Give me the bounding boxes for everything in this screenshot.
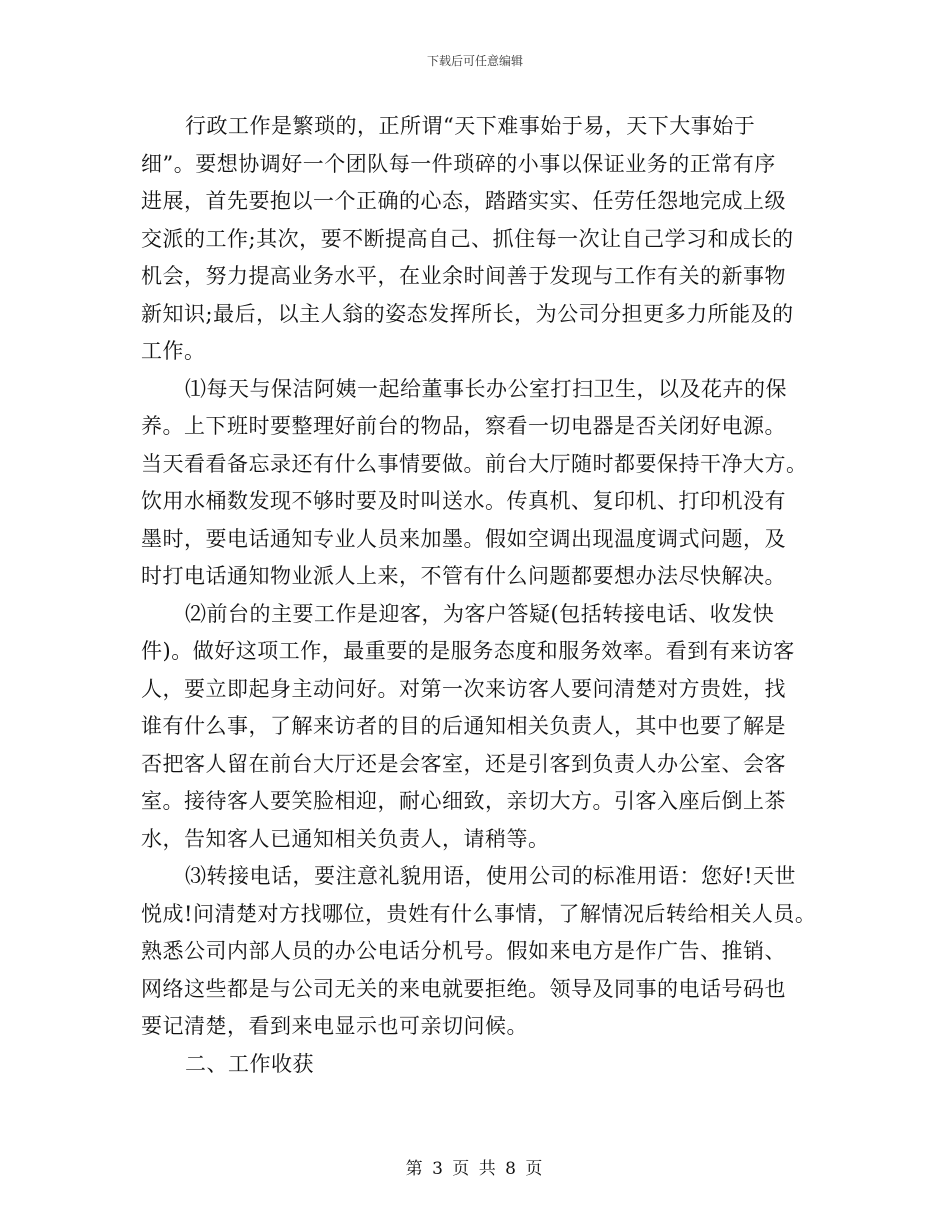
paragraph-line: 饮用水桶数发现不够时要及时叫送水。传真机、复印机、打印机没有 [141,489,786,513]
paragraph-line: 机会，努力提高业务水平，在业余时间善于发现与工作有关的新事物 [141,264,786,288]
paragraph-line: 交派的工作;其次，要不断提高自己、抓住每一次让自己学习和成长的 [141,226,794,251]
paragraph-line: 时打电话通知物业派人上来，不管有什么问题都要想办法尽快解决。 [141,564,786,588]
document-body [141,108,816,1083]
section-heading: 二、工作收获 [185,1051,314,1076]
paragraph-line: 悦成!问清楚对方找哪位，贵姓有什么事情，了解情况后转给相关人员。 [141,901,817,926]
paragraph-line: 室。接待客人要笑脸相迎，耐心细致，亲切大方。引客入座后倒上茶 [141,789,786,813]
paragraph-line: 否把客人留在前台大厅还是会客室，还是引客到负责人办公室、会客 [141,751,786,776]
paragraph-line: 工作。 [141,339,206,363]
paragraph-line: 新知识;最后，以主人翁的姿态发挥所长，为公司分担更多力所能及的 [141,301,794,326]
paragraph-line: ⑴每天与保洁阿姨一起给董事长办公室打扫卫生，以及花卉的保 [185,376,787,401]
paragraph-line: 谁有什么事，了解来访者的目的后通知相关负责人，其中也要了解是 [141,714,786,738]
paragraph-line: 要记清楚，看到来电显示也可亲切问候。 [141,1014,528,1038]
paragraph-line: 网络这些都是与公司无关的来电就要拒绝。领导及同事的电话号码也 [141,976,786,1001]
paragraph-line: ⑶转接电话，要注意礼貌用语，使用公司的标准用语：您好!天世 [185,864,796,888]
paragraph-line: 人，要立即起身主动问好。对第一次来访客人要问清楚对方贵姓，找 [141,676,786,701]
paragraph-line: 养。上下班时要整理好前台的物品，察看一切电器是否关闭好电源。 [141,414,786,438]
paragraph-line: 水，告知客人已通知相关负责人，请稍等。 [141,826,550,851]
paragraph-line: 当天看看备忘录还有什么事情要做。前台大厅随时都要保持干净大方。 [141,451,808,476]
paragraph-line: 细”。要想协调好一个团队每一件琐碎的小事以保证业务的正常有序 [141,151,776,176]
paragraph-line: 墨时，要电话通知专业人员来加墨。假如空调出现温度调式问题，及 [141,526,786,551]
paragraph-line: 进展，首先要抱以一个正确的心态，踏踏实实、任劳任怨地完成上级 [141,189,786,213]
page-footer: 第 3 页 共 8 页 [405,1159,545,1179]
paragraph-line: 熟悉公司内部人员的办公电话分机号。假如来电方是作广告、推销、 [141,939,786,963]
page-header: 下载后可任意编辑 [426,54,523,68]
paragraph-line: 件)。做好这项工作，最重要的是服务态度和服务效率。看到有来访客 [141,639,795,663]
paragraph-line: ⑵前台的主要工作是迎客，为客户答疑(包括转接电话、收发快 [185,601,775,626]
paragraph-line: 行政工作是繁琐的，正所谓“天下难事始于易，天下大事始于 [185,114,756,138]
